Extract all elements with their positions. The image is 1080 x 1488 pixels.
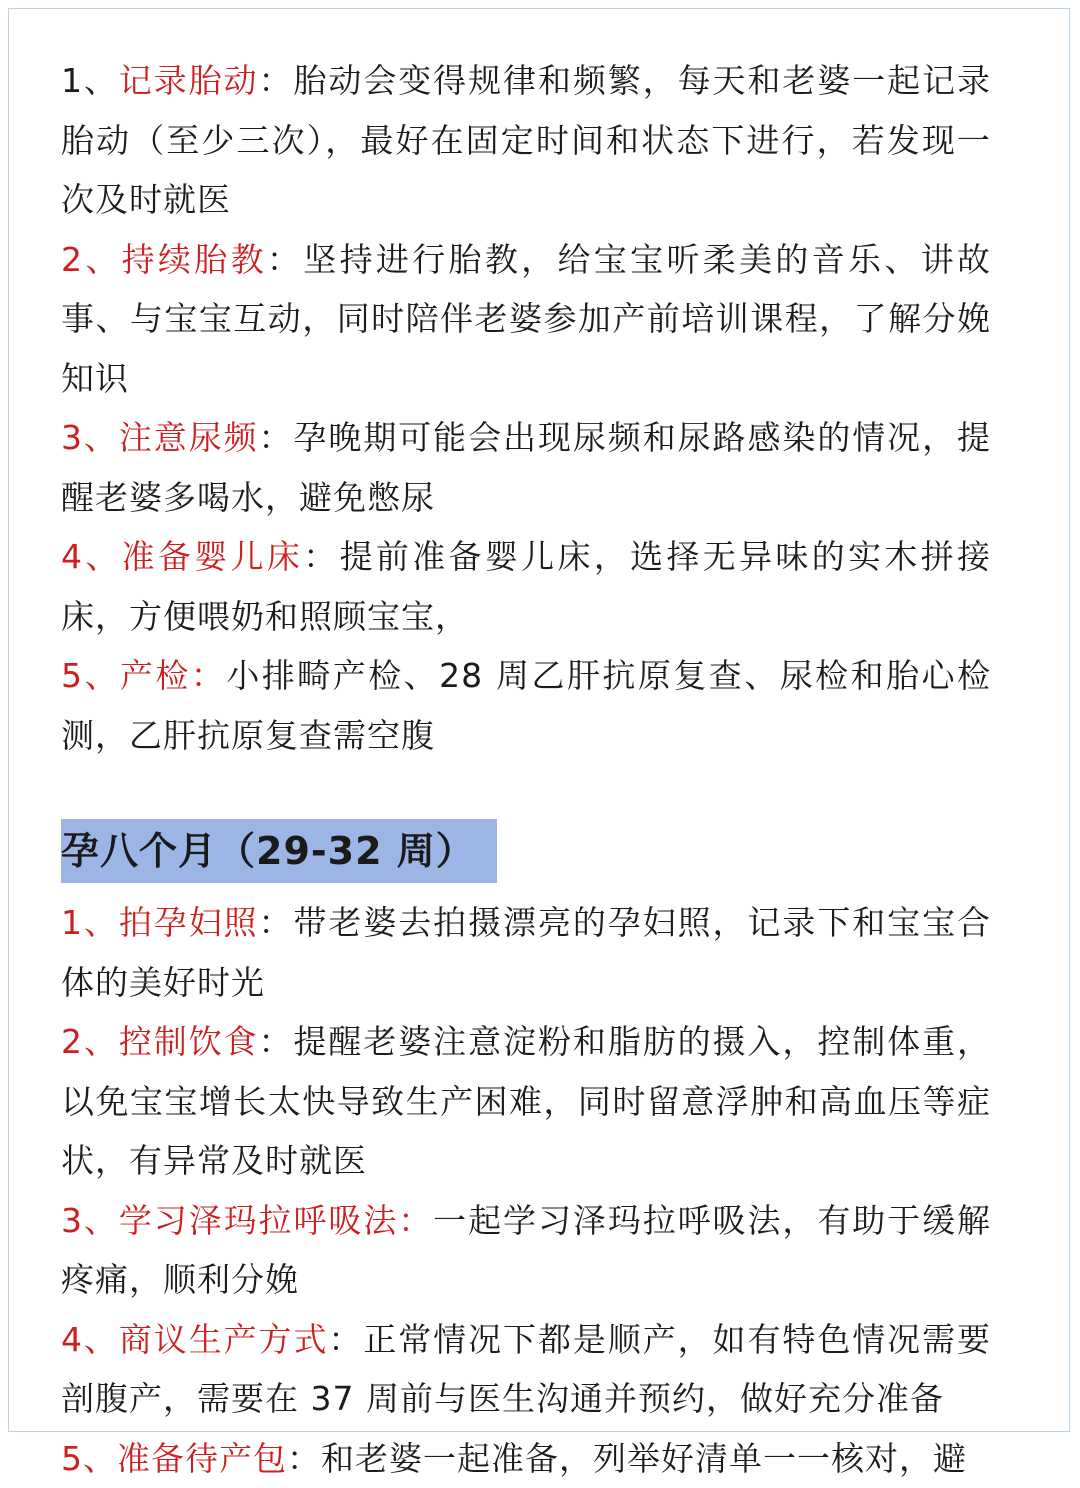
item-text: 孕晚期可能会出现尿频和尿路感染的情况，提醒老婆多喝水，避免憋尿 xyxy=(61,418,991,517)
item-number: 3、 xyxy=(61,1201,119,1240)
item-text: 小排畸产检、28 周乙肝抗原复查、尿检和胎心检测，乙肝抗原复查需空腹 xyxy=(61,656,991,755)
item-number: 2、 xyxy=(61,1022,119,1061)
item-number: 4、 xyxy=(61,1320,119,1359)
section-heading: 孕八个月（29-32 周） xyxy=(61,819,497,883)
item-title: 准备婴儿床 xyxy=(122,537,304,576)
item-title: 记录胎动 xyxy=(119,61,259,100)
item-text: 和老婆一起准备，列举好清单一一核对，避 xyxy=(321,1439,967,1478)
item-separator: ： xyxy=(303,537,339,576)
item-separator: ： xyxy=(287,1439,321,1478)
item-separator: ： xyxy=(259,418,294,457)
item-title: 持续胎教 xyxy=(122,240,267,279)
item-separator: ： xyxy=(191,656,226,695)
item-title: 注意尿频 xyxy=(119,418,259,457)
item-text: 胎动会变得规律和频繁，每天和老婆一起记录胎动（至少三次），最好在固定时间和状态下进行，若发现一次及时就医 xyxy=(61,61,991,219)
item-separator: ： xyxy=(259,1022,294,1061)
list-item xyxy=(61,230,991,409)
item-number: 2、 xyxy=(61,240,122,279)
item-title: 商议生产方式 xyxy=(119,1320,329,1359)
list-item xyxy=(61,1191,991,1310)
item-number: 1、 xyxy=(61,903,119,942)
list-item xyxy=(61,1012,991,1191)
list-item xyxy=(61,646,991,765)
item-text: 提前准备婴儿床，选择无异味的实木拼接床，方便喂奶和照顾宝宝， xyxy=(61,537,991,636)
item-text: 提醒老婆注意淀粉和脂肪的摄入，控制体重，以免宝宝增长太快导致生产困难，同时留意浮肿和高血压等症状，有异常及时就医 xyxy=(61,1022,991,1180)
item-text: 正常情况下都是顺产，如有特色情况需要剖腹产，需要在 37 周前与医生沟通并预约，做好充分准备 xyxy=(61,1320,991,1419)
list-item xyxy=(61,51,991,230)
article-content xyxy=(61,51,991,1488)
list-item xyxy=(61,1429,991,1488)
item-number: 5、 xyxy=(61,1439,117,1478)
item-text: 坚持进行胎教，给宝宝听柔美的音乐、讲故事、与宝宝互动，同时陪伴老婆参加产前培训课程，了解分娩知识 xyxy=(61,240,991,398)
item-number: 5、 xyxy=(61,656,120,695)
item-separator: ： xyxy=(398,1201,433,1240)
item-separator: ： xyxy=(259,61,294,100)
list-item xyxy=(61,408,991,527)
section-month-8 xyxy=(61,893,991,1488)
page-frame xyxy=(8,8,1070,1432)
item-text: 一起学习泽玛拉呼吸法，有助于缓解疼痛，顺利分娩 xyxy=(61,1201,991,1300)
item-title: 控制饮食 xyxy=(119,1022,259,1061)
item-number: 3、 xyxy=(61,418,119,457)
item-title: 学习泽玛拉呼吸法 xyxy=(119,1201,398,1240)
list-item xyxy=(61,1310,991,1429)
item-number: 4、 xyxy=(61,537,122,576)
list-item xyxy=(61,893,991,1012)
list-item xyxy=(61,527,991,646)
item-separator: ： xyxy=(259,903,294,942)
item-title: 产检 xyxy=(120,656,191,695)
item-separator: ： xyxy=(328,1320,363,1359)
item-title: 拍孕妇照 xyxy=(119,903,259,942)
item-title: 准备待产包 xyxy=(117,1439,287,1478)
item-number: 1、 xyxy=(61,61,119,100)
section-month-7 xyxy=(61,51,991,765)
item-text: 带老婆去拍摄漂亮的孕妇照，记录下和宝宝合体的美好时光 xyxy=(61,903,991,1002)
item-separator: ： xyxy=(267,240,303,279)
